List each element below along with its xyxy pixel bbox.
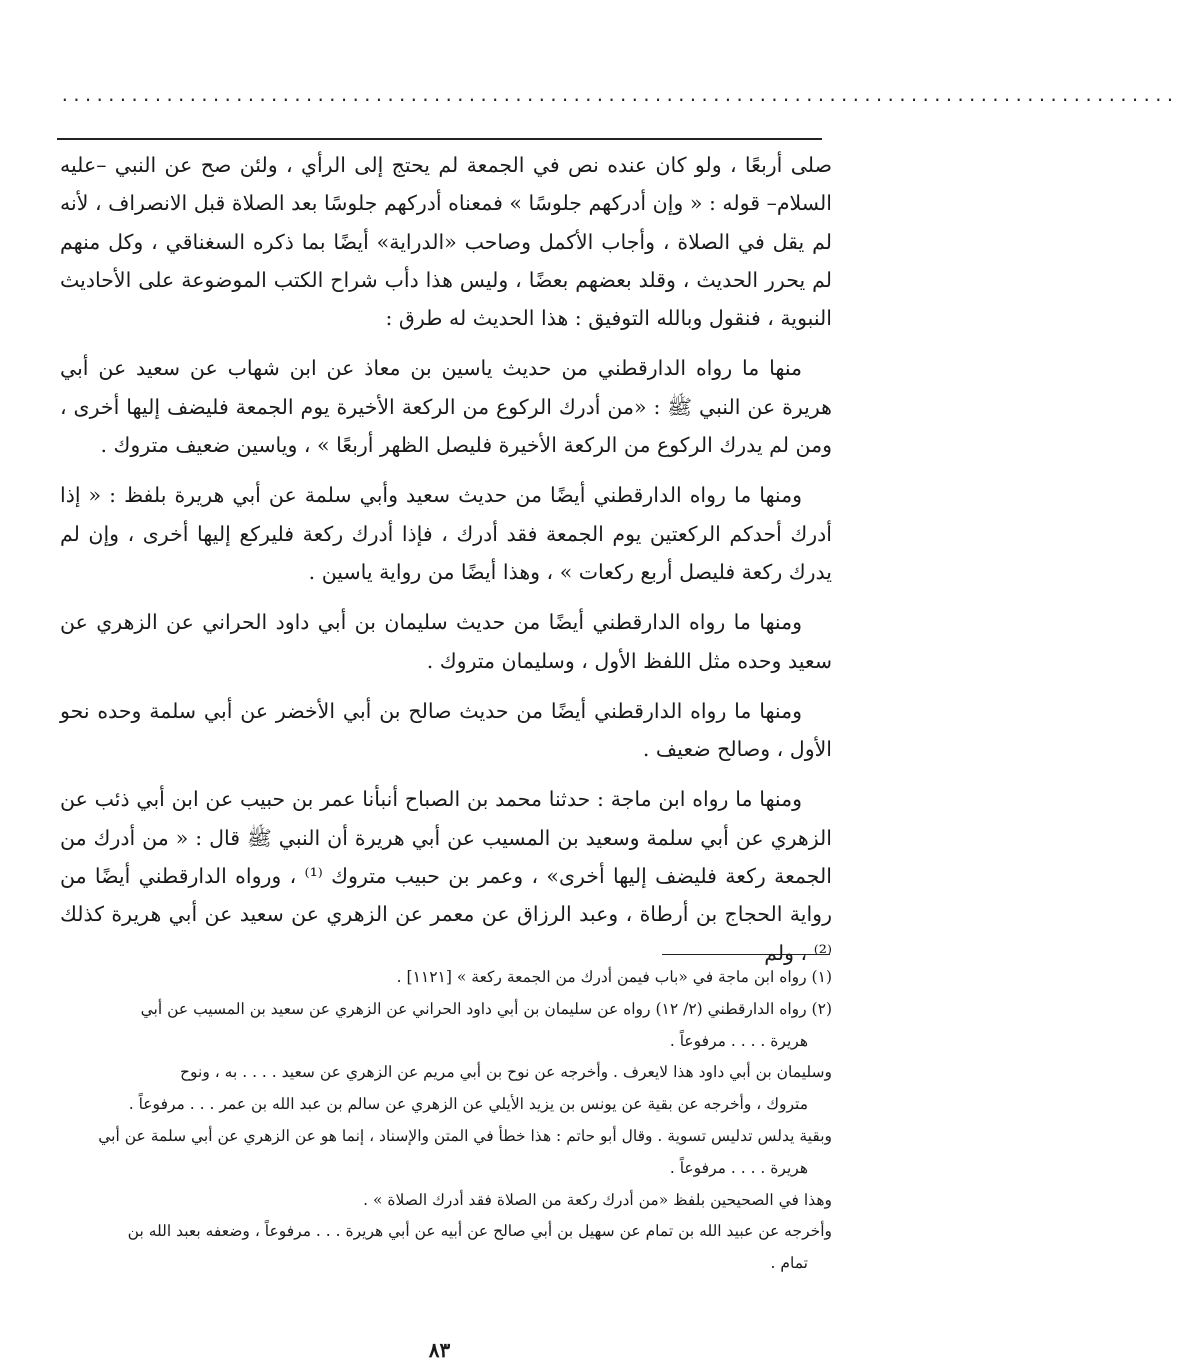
paragraph-intro: صلى أربعًا ، ولو كان عنده نص في الجمعة لم يحتج إلى الرأي ، ولئن صح عن النبي –عليه السلام– قوله : « وإن أدركهم جلوسًا » فمعناه أدركهم جلوسًا بعد الصلاة قبل الانصراف ، لأنه لم يقل في الصلاة ، وأجاب الأكمل وصاحب «الدراية» أيضًا بما ذكره السغناقي ، وكل منهم لم يحرر الحديث ، وقلد بعضهم بعضًا ، وليس هذا دأب شراح الكتب الموضوعة على الأحاديث النبوية ، فنقول وبالله التوفيق : هذا الحديث له طرق : [60, 153, 832, 331]
page-number: ٨٣ [428, 1338, 451, 1362]
footnote-1: (١) رواه ابن ماجة في «باب فيمن أدرك من الجمعة ركعة » [١١٢١] . [396, 968, 832, 986]
header-dotted-line: ................................................................................................ [60, 86, 1177, 105]
footnotes [60, 962, 832, 1280]
paragraph-way-4: ومنها ما رواه الدارقطني أيضًا من حديث صالح بن أبي الأخضر عن أبي سلمة وحده نحو الأول ، وصالح ضعيف . [60, 698, 832, 762]
footnote-note-c: وهذا في الصحيحين بلفظ «من أدرك ركعة من الصلاة فقد أدرك الصلاة » . [363, 1190, 832, 1209]
footnote-note-a: وسليمان بن أبي داود هذا لايعرف . وأخرجه عن نوح بن أبي مريم عن الزهري عن سعيد . . . . به ، ونوح [180, 1063, 832, 1082]
paragraph-way-2: ومنها ما رواه الدارقطني أيضًا من حديث سعيد وأبي سلمة عن أبي هريرة بلفظ : « إذا أدرك أحدكم الركعتين يوم الجمعة فقد أدرك ، فإذا أدرك ركعة فليركع إليها أخرى ، وإن لم يدرك ركعة فليصل أربع ركعات » ، وهذا أيضًا من رواية ياسين . [60, 483, 832, 584]
paragraph-way-5: ومنها ما رواه ابن ماجة : حدثنا محمد بن الصباح أنبأنا عمر بن حبيب عن ابن أبي ذئب عن الزهري عن أبي سلمة وسعيد بن المسيب عن أبي هريرة أن النبي ﷺ قال : « من أدرك من الجمعة ركعة فليضف إليها أخرى» ، وعمر بن حبيب متروك ⁽¹⁾ ، ورواه الدارقطني أيضًا من رواية الحجاج بن أرطاة ، وعبد الرزاق عن معمر عن الزهري عن سعيد عن أبي هريرة كذلك ⁽²⁾ ، ولم [60, 787, 832, 965]
main-text [60, 146, 832, 972]
footnote-separator [662, 954, 830, 955]
footnote-2: (٢) رواه الدارقطني (٢/ ١٢) رواه عن سليمان بن أبي داود الحراني عن الزهري عن سعيد بن المسيب عن أبي [140, 999, 832, 1018]
footnote-2-cont: هريرة . . . . مرفوعاً . [669, 1031, 808, 1050]
footnote-note-b-cont: هريرة . . . . مرفوعاً . [669, 1158, 808, 1177]
paragraph-way-3: ومنها ما رواه الدارقطني أيضًا من حديث سليمان بن أبي داود الحراني عن الزهري عن سعيد وحده مثل اللفظ الأول ، وسليمان متروك . [60, 610, 832, 673]
header-rule [57, 138, 822, 140]
footnote-note-d: وأخرجه عن عبيد الله بن تمام عن سهيل بن أبي صالح عن أبيه عن أبي هريرة . . . مرفوعاً ، وضعفه بعبد الله بن [127, 1222, 832, 1241]
footnote-note-a-cont: متروك ، وأخرجه عن بقية عن يونس بن يزيد الأيلي عن الزهري عن سالم بن عبد الله بن عمر . . . مرفوعاً . [128, 1095, 808, 1114]
paragraph-way-1: منها ما رواه الدارقطني من حديث ياسين بن معاذ عن ابن شهاب عن سعيد عن أبي هريرة عن النبي ﷺ : «من أدرك الركوع من الركعة الأخيرة يوم الجمعة فليضف إليها أخرى ، ومن لم يدرك الركوع من الركعة الأخيرة فليصل الظهر أربعًا » ، وياسين ضعيف متروك . [60, 356, 832, 458]
footnote-note-b: وبقية يدلس تدليس تسوية . وقال أبو حاتم : هذا خطأ في المتن والإسناد ، إنما هو عن الزهري عن أبي سلمة عن أبي [98, 1126, 832, 1145]
footnote-note-d-cont: تمام . [770, 1254, 808, 1273]
